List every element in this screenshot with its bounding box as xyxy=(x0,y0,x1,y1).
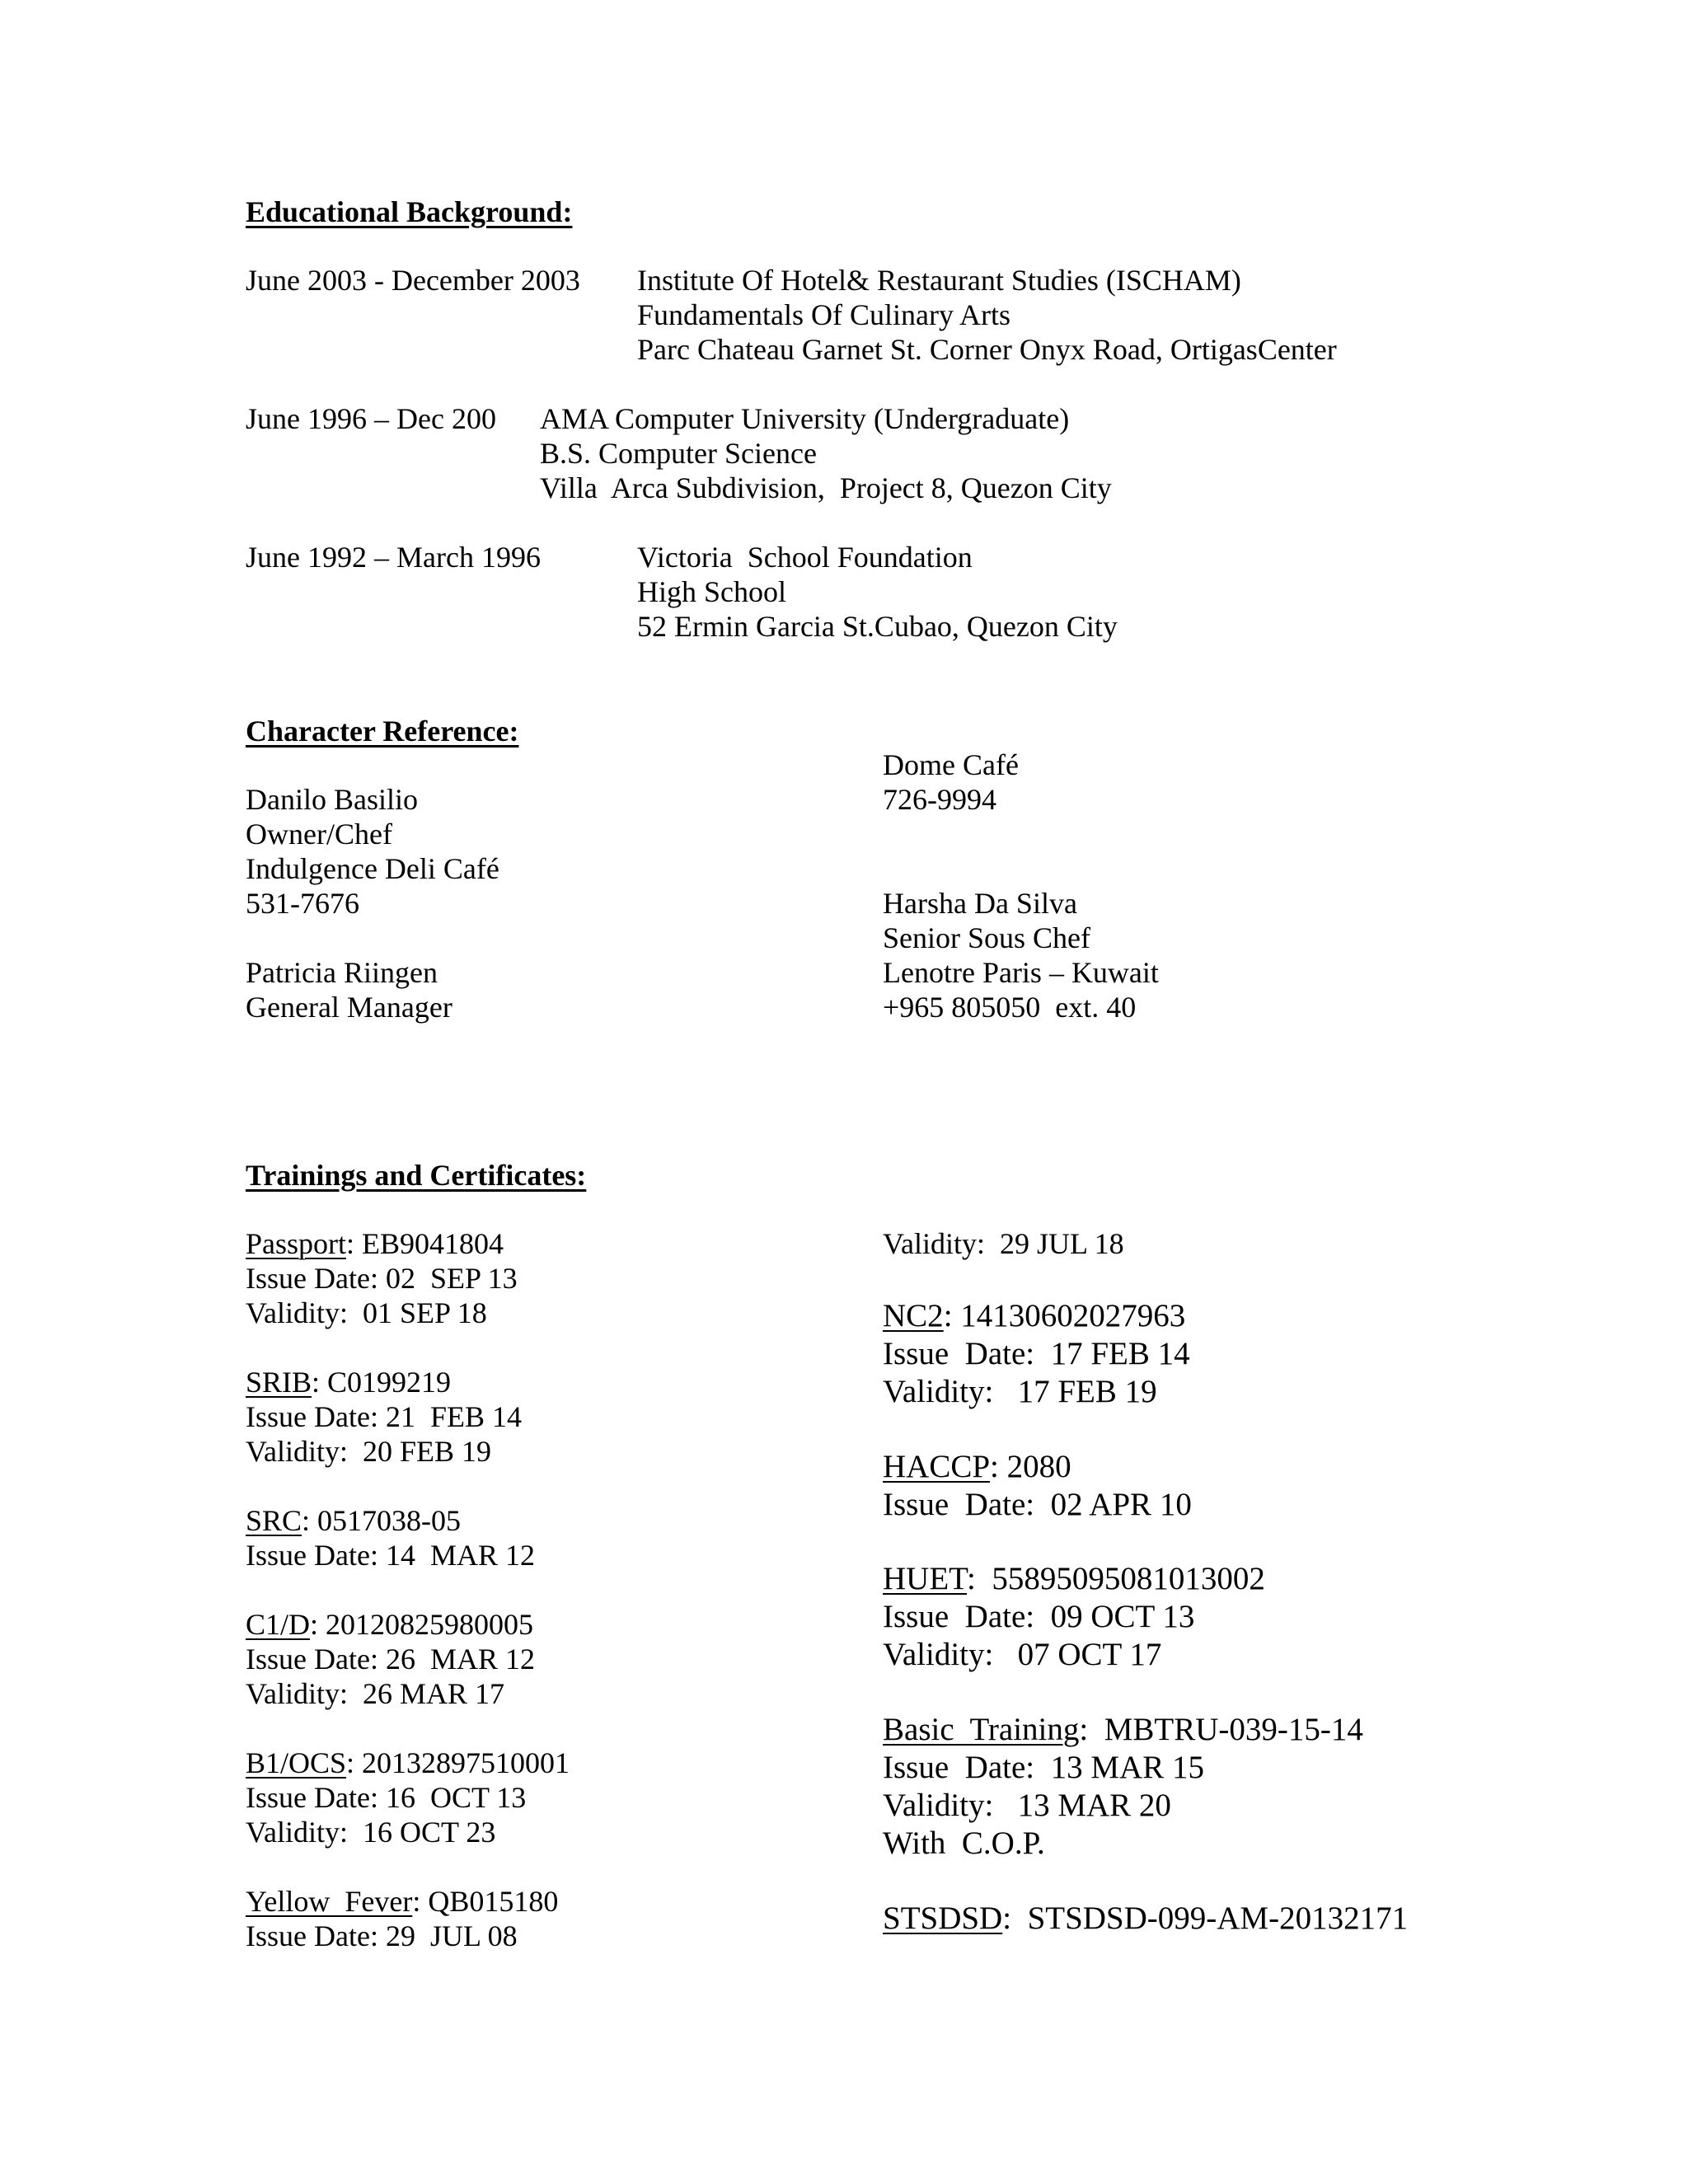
certificate-number xyxy=(246,1746,570,1780)
issue-date: Issue Date: 13 MAR 15 xyxy=(883,1750,1204,1785)
certificate-number xyxy=(246,1226,504,1261)
certificate-value: : STSDSD-099-AM-20132171 xyxy=(1002,1900,1409,1936)
validity-date: Validity: 16 OCT 23 xyxy=(246,1816,496,1849)
education-dates: June 2003 - December 2003 xyxy=(246,264,580,297)
education-line: Victoria School Foundation xyxy=(637,541,973,574)
reference-title: General Manager xyxy=(246,991,452,1024)
certificate-label: B1/OCS xyxy=(246,1746,347,1779)
certificate-value: : C0199219 xyxy=(312,1366,452,1399)
validity-date: Validity: 20 FEB 19 xyxy=(246,1435,492,1468)
reference-phone: 531-7676 xyxy=(246,887,359,920)
issue-date: Issue Date: 26 MAR 12 xyxy=(246,1643,535,1675)
validity-date: Validity: 13 MAR 20 xyxy=(883,1788,1171,1823)
education-heading: Educational Background: xyxy=(246,195,573,228)
issue-date: Issue Date: 17 FEB 14 xyxy=(883,1336,1190,1371)
certificate-value: : 20132897510001 xyxy=(346,1746,570,1779)
certificate-number xyxy=(246,1503,461,1538)
certificate-label: HACCP xyxy=(883,1449,991,1484)
certificate-number xyxy=(883,1560,1265,1598)
certificate-label: HUET xyxy=(883,1561,968,1596)
issue-date: Issue Date: 14 MAR 12 xyxy=(246,1539,535,1572)
issue-date: Issue Date: 21 FEB 14 xyxy=(246,1400,522,1433)
education-line: 52 Ermin Garcia St.Cubao, Quezon City xyxy=(637,610,1118,643)
certificate-label: C1/D xyxy=(246,1608,311,1641)
issue-date: Issue Date: 16 OCT 13 xyxy=(246,1781,527,1814)
education-line: High School xyxy=(637,575,787,608)
certificate-label: SRIB xyxy=(246,1366,312,1399)
reference-name: Patricia Riingen xyxy=(246,956,438,989)
certificate-label: STSDSD xyxy=(883,1900,1003,1936)
validity-date: Validity: 17 FEB 19 xyxy=(883,1374,1157,1409)
certificate-value: : 55895095081013002 xyxy=(967,1561,1265,1596)
validity-date: Validity: 26 MAR 17 xyxy=(246,1677,505,1710)
education-line: Fundamentals Of Culinary Arts xyxy=(637,298,1010,331)
reference-company: Dome Café xyxy=(883,748,1019,781)
validity-date: Validity: 29 JUL 18 xyxy=(883,1227,1124,1260)
education-dates: June 1992 – March 1996 xyxy=(246,541,541,574)
issue-date: Issue Date: 29 JUL 08 xyxy=(246,1919,518,1952)
certificate-number xyxy=(246,1607,533,1642)
certificate-number xyxy=(883,1900,1408,1938)
reference-title: Owner/Chef xyxy=(246,818,392,851)
education-line: AMA Computer University (Undergraduate) xyxy=(540,402,1070,435)
validity-date: Validity: 01 SEP 18 xyxy=(246,1296,487,1329)
education-line: B.S. Computer Science xyxy=(540,437,817,470)
reference-company: Lenotre Paris – Kuwait xyxy=(883,956,1159,989)
certificate-label: Basic Training xyxy=(883,1712,1080,1747)
certificate-label: Yellow Fever xyxy=(246,1885,413,1918)
issue-date: Issue Date: 02 SEP 13 xyxy=(246,1262,518,1295)
certificate-value: : QB015180 xyxy=(412,1885,559,1918)
certificate-value: : 2080 xyxy=(990,1449,1071,1484)
education-line: Villa Arca Subdivision, Project 8, Quezon City xyxy=(540,471,1112,504)
certificate-number xyxy=(883,1448,1071,1486)
education-dates: June 1996 – Dec 200 xyxy=(246,402,496,435)
certificate-note: With C.O.P. xyxy=(883,1825,1045,1861)
issue-date: Issue Date: 02 APR 10 xyxy=(883,1487,1192,1522)
certificate-value: : EB9041804 xyxy=(346,1227,504,1260)
certificate-number xyxy=(246,1365,451,1399)
certificate-number xyxy=(246,1884,558,1919)
reference-name: Danilo Basilio xyxy=(246,783,418,816)
certificate-value: : MBTRU-039-15-14 xyxy=(1079,1712,1363,1747)
certificate-number xyxy=(883,1711,1363,1749)
certificate-value: : 0517038-05 xyxy=(302,1504,462,1537)
reference-phone: 726-9994 xyxy=(883,783,996,816)
issue-date: Issue Date: 09 OCT 13 xyxy=(883,1599,1195,1634)
reference-title: Senior Sous Chef xyxy=(883,921,1090,954)
education-line: Institute Of Hotel& Restaurant Studies (ISCHAM) xyxy=(637,264,1241,297)
certificate-number xyxy=(883,1297,1185,1335)
certificate-label: Passport xyxy=(246,1227,347,1260)
certificate-value: : 14130602027963 xyxy=(943,1298,1186,1333)
trainings-heading: Trainings and Certificates: xyxy=(246,1159,587,1192)
reference-company: Indulgence Deli Café xyxy=(246,852,499,885)
references-heading: Character Reference: xyxy=(246,715,519,748)
education-line: Parc Chateau Garnet St. Corner Onyx Road, OrtigasCenter xyxy=(637,333,1337,366)
certificate-label: NC2 xyxy=(883,1298,944,1333)
certificate-label: SRC xyxy=(246,1504,302,1537)
validity-date: Validity: 07 OCT 17 xyxy=(883,1637,1162,1672)
reference-name: Harsha Da Silva xyxy=(883,887,1077,920)
reference-phone: +965 805050 ext. 40 xyxy=(883,991,1137,1024)
certificate-value: : 20120825980005 xyxy=(310,1608,534,1641)
